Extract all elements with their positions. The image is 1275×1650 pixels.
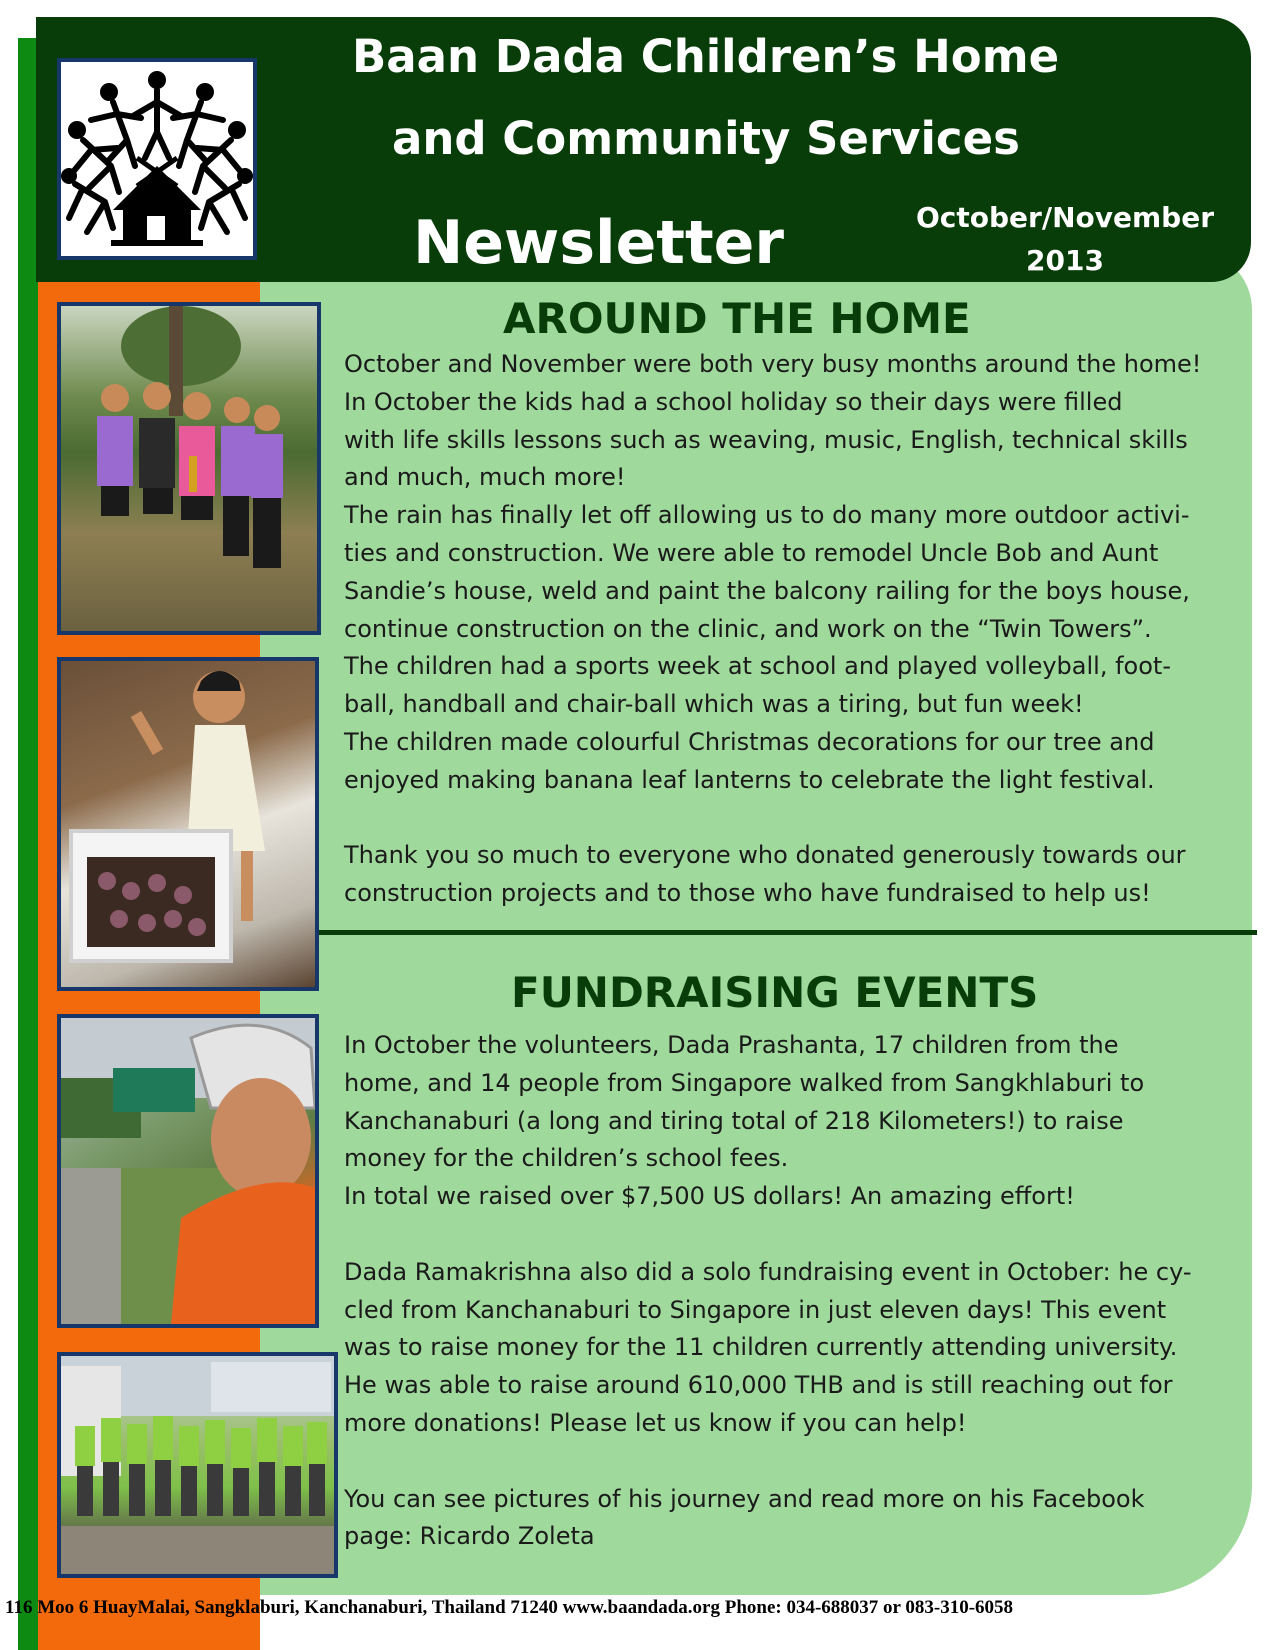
text-line: Dada Ramakrishna also did a solo fundraising event in October: he cy- bbox=[344, 1257, 1192, 1286]
text-line: continue construction on the clinic, and work on the “Twin Towers”. bbox=[344, 614, 1152, 643]
left-green-stripe bbox=[18, 38, 38, 1650]
text-line: The children made colourful Christmas decorations for our tree and bbox=[344, 727, 1155, 756]
text-line: construction projects and to those who have fundraised to help us! bbox=[344, 879, 1151, 908]
text-line: In October the volunteers, Dada Prashanta, 17 children from the bbox=[344, 1031, 1119, 1059]
logo-box bbox=[57, 58, 257, 260]
paragraph-gap bbox=[344, 1216, 1192, 1254]
photo-cyclist-selfie-icon bbox=[57, 1014, 319, 1328]
footer-contact: 116 Moo 6 HuayMalai, Sangklaburi, Kanchanaburi, Thailand 71240 www.baandada.org Phone: 034-688037 or 083-310-6058 bbox=[5, 1597, 1014, 1618]
fundraising-events-heading: FUNDRAISING EVENTS bbox=[511, 968, 1039, 1017]
text-line: with life skills lessons such as weaving, music, English, technical skills bbox=[344, 425, 1188, 454]
text-line: ball, handball and chair-ball which was a tiring, but fun week! bbox=[344, 690, 1084, 719]
section-divider bbox=[319, 930, 1257, 935]
text-line: The children had a sports week at school and played volleyball, foot- bbox=[344, 652, 1171, 681]
paragraph-gap bbox=[344, 1443, 1192, 1481]
text-line: cled from Kanchanaburi to Singapore in just eleven days! This event bbox=[344, 1295, 1167, 1324]
photo-girl-with-cooler-icon bbox=[57, 657, 319, 991]
around-the-home-body bbox=[344, 346, 1201, 913]
text-line: money for the children’s school fees. bbox=[344, 1144, 789, 1173]
issue-date-year: 2013 bbox=[1026, 244, 1104, 277]
newsletter-title: Newsletter bbox=[413, 208, 784, 278]
text-line: was to raise money for the 11 children currently attending university. bbox=[344, 1333, 1178, 1362]
issue-date-month: October/November bbox=[915, 201, 1215, 234]
text-line: home, and 14 people from Singapore walked from Sangkhlaburi to bbox=[344, 1068, 1145, 1097]
text-line: You can see pictures of his journey and read more on his Facebook bbox=[344, 1484, 1145, 1513]
text-line: He was able to raise around 610,000 THB and is still reaching out for bbox=[344, 1371, 1173, 1400]
text-line: In October the kids had a school holiday so their days were filled bbox=[344, 387, 1123, 416]
text-line: enjoyed making banana leaf lanterns to celebrate the light festival. bbox=[344, 765, 1155, 794]
around-the-home-heading: AROUND THE HOME bbox=[503, 294, 971, 343]
text-line: more donations! Please let us know if you can help! bbox=[344, 1408, 967, 1437]
text-line: Thank you so much to everyone who donated generously towards our bbox=[344, 841, 1186, 870]
fundraising-body bbox=[344, 1027, 1192, 1556]
text-line: page: Ricardo Zoleta bbox=[344, 1522, 595, 1551]
children-circle-house-logo-icon bbox=[61, 62, 253, 256]
title-line-2: and Community Services bbox=[392, 112, 1020, 165]
text-line: ties and construction. We were able to remodel Uncle Bob and Aunt bbox=[344, 538, 1159, 567]
text-line: Kanchanaburi (a long and tiring total of 218 Kilometers!) to raise bbox=[344, 1106, 1124, 1135]
text-line: The rain has finally let off allowing us to do many more outdoor activi- bbox=[344, 501, 1190, 530]
paragraph-gap bbox=[344, 800, 1201, 838]
text-line: and much, much more! bbox=[344, 463, 626, 492]
photo-walk-group-icon bbox=[57, 1352, 338, 1578]
text-line: Sandie’s house, weld and paint the balcony railing for the boys house, bbox=[344, 576, 1190, 605]
text-line: October and November were both very busy months around the home! bbox=[344, 350, 1202, 378]
photo-children-with-trophy-icon bbox=[57, 302, 321, 635]
title-line-1: Baan Dada Children’s Home bbox=[352, 30, 1060, 83]
text-line: In total we raised over $7,500 US dollars! An amazing effort! bbox=[344, 1182, 1075, 1211]
